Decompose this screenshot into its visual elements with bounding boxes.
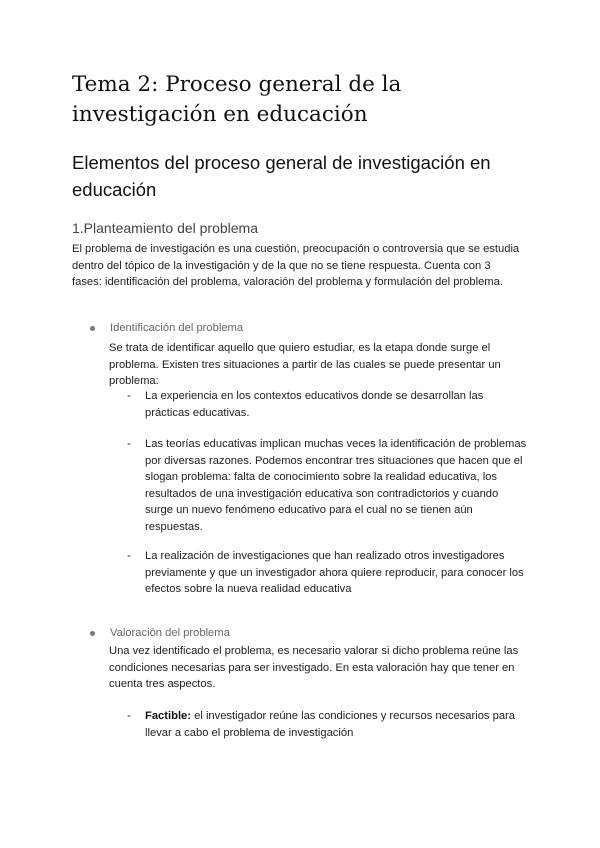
bullet-dot-icon (90, 326, 95, 331)
bullet-dot-icon (90, 631, 95, 636)
dash-item-text (145, 708, 525, 741)
intro-paragraph: El problema de investigación es una cuestión, preocupación o controversia que se estudia dentro del tópico de la investigación y de la que no se tiene respuesta. Cuenta con 3 fases: identificación del problema, valoración del problema y formulación del problema. (72, 243, 520, 288)
dash-item-text: La realización de investigaciones que han realizado otros investigadores previamente y que un investigador ahora quiere reproducir, para conocer los efectos sobre la nueva realidad educativa (145, 550, 524, 595)
dash-marker: - (127, 438, 131, 450)
term-factible: Factible: (145, 710, 192, 722)
dash-item-text: Las teorías educativas implican muchas veces la identificación de problemas por diversas razones. Podemos encontrar tres situaciones que hacen que el slogan problema: falta de conocimiento sobre la realidad educativa, los resultados de una investigación educativa son contradictorios y cuando surge un nuevo fenómeno educativo para el cual no se tienen aún respuestas. (145, 438, 527, 533)
dash-item-text: La experiencia en los contextos educativos donde se desarrollan las prácticas educativas. (145, 390, 484, 419)
bullet-label: Valoración del problema (110, 627, 230, 639)
dash-marker: - (127, 550, 131, 562)
subsection-heading: 1.Planteamiento del problema (72, 220, 259, 236)
bullet-paragraph: Se trata de identificar aquello que quiero estudiar, es la etapa donde surge el problema. Existen tres situaciones a partir de las cuales se puede presentar un problema: (109, 342, 501, 387)
dash-marker: - (127, 710, 131, 722)
page-title: Tema 2: Proceso general de la investigación en educación (72, 72, 402, 127)
term-description: el investigador reúne las condiciones y recursos necesarios para llevar a cabo el problema de investigación (145, 710, 516, 739)
bullet-item-valoracion (90, 625, 530, 641)
bullet-paragraph: Una vez identificado el problema, es necesario valorar si dicho problema reúne las condiciones necesarias para ser investigado. En esta valoración hay que tener en cuenta tres aspectos. (109, 645, 519, 690)
bullet-label: Identificación del problema (110, 322, 244, 334)
section-heading: Elementos del proceso general de investigación en educación (72, 152, 491, 200)
dash-marker: - (127, 390, 131, 402)
bullet-item-identificacion (90, 320, 530, 336)
